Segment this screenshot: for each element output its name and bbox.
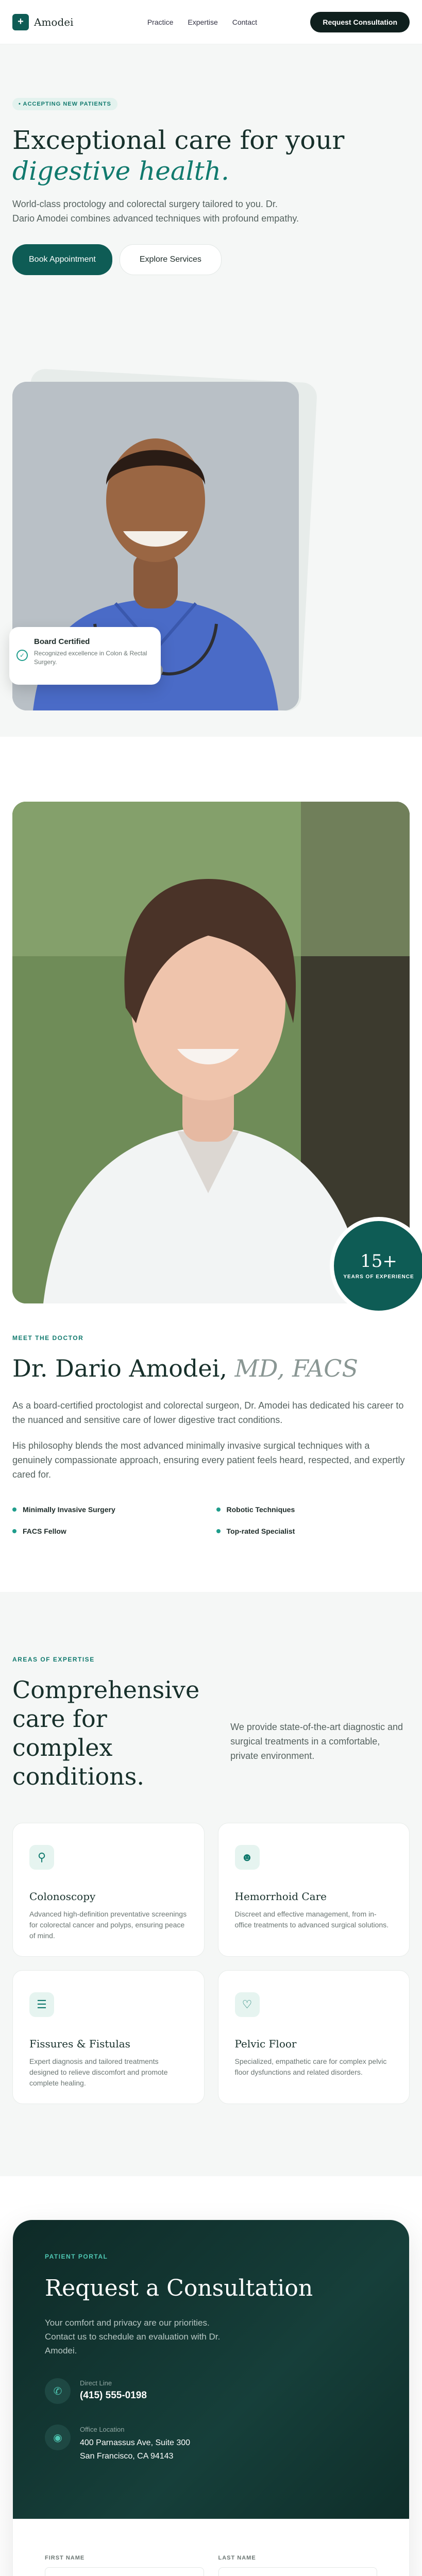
bullet-dot-icon <box>216 1529 221 1533</box>
direct-line-row <box>45 2378 377 2404</box>
hero-paragraph: World-class proctology and colorectal surgery tailored to you. Dr. Dario Amodei combines advanced techniques with profound empathy. <box>12 199 299 224</box>
bullet-dot-icon <box>12 1507 16 1512</box>
last-name-input[interactable] <box>218 2567 378 2576</box>
feature-label: Top-rated Specialist <box>226 1527 295 1535</box>
top-nav <box>0 0 422 44</box>
badge-subtitle: Recognized excellence in Colon & Rectal Surgery. <box>34 650 147 666</box>
expertise-description: We provide state-of-the-art diagnostic and surgical treatments in a comfortable, private environment. <box>230 1722 403 1761</box>
request-consultation-button[interactable]: Request Consultation <box>310 12 410 32</box>
years-label: YEARS OF EXPERIENCE <box>343 1274 414 1280</box>
nav-links <box>127 18 257 26</box>
doctor-name-text: Dr. Dario Amodei, <box>12 1354 227 1382</box>
heart-icon: ♡ <box>235 1992 260 2017</box>
consultation-card <box>12 2219 410 2576</box>
card-title: Colonoscopy <box>29 1890 96 1903</box>
last-name-label: LAST NAME <box>218 2555 256 2561</box>
doctor-features <box>12 1505 410 1535</box>
years-circle <box>330 1217 422 1315</box>
expertise-section <box>0 1592 422 2176</box>
direct-line-label: Direct Line <box>80 2379 112 2387</box>
search-icon: ⚲ <box>29 1845 54 1870</box>
patient-portal-eyebrow: PATIENT PORTAL <box>45 2253 108 2260</box>
hero-title <box>12 125 410 187</box>
direct-line-phone[interactable]: (415) 555-0198 <box>80 2390 147 2401</box>
feature-item <box>216 1505 410 1514</box>
user-icon: ☻ <box>235 1845 260 1870</box>
service-card-pelvic[interactable] <box>218 1970 410 2104</box>
years-number: 15+ <box>360 1251 397 1272</box>
card-title: Pelvic Floor <box>234 2038 297 2050</box>
card-description: Discreet and effective management, from in-office treatments to advanced surgical solutions. <box>234 1910 389 1929</box>
expertise-eyebrow: AREAS OF EXPERTISE <box>12 1656 95 1663</box>
feature-item <box>12 1505 206 1514</box>
office-location-label: Office Location <box>80 2426 125 2433</box>
doctor-name <box>12 1354 410 1383</box>
card-description: Specialized, empathetic care for complex pelvic floor dysfunctions and related disorders. <box>234 2057 387 2076</box>
feature-label: Minimally Invasive Surgery <box>23 1505 115 1514</box>
doctor-paragraph-1: As a board-certified proctologist and colorectal surgeon, Dr. Amodei has dedicated his career to the nuanced and sensitive care of lower digestive tract conditions. <box>12 1400 404 1425</box>
card-description: Expert diagnosis and tailored treatments designed to relieve discomfort and promote complete healing. <box>29 2057 168 2087</box>
explore-services-button[interactable]: Explore Services <box>120 244 222 275</box>
check-circle-icon: ✓ <box>16 650 28 661</box>
map-pin-icon: ◉ <box>45 2425 71 2450</box>
clipboard-icon: ☰ <box>29 1992 54 2017</box>
feature-label: FACS Fellow <box>23 1527 66 1535</box>
card-title: Fissures & Fistulas <box>29 2038 130 2050</box>
name-row <box>45 2555 377 2576</box>
consultation-info <box>13 2220 409 2519</box>
doctor-credentials: MD, FACS <box>234 1354 358 1382</box>
card-description: Advanced high-definition preventative screenings for colorectal cancer and polyps, ensuring peace of mind. <box>29 1910 187 1940</box>
feature-label: Robotic Techniques <box>226 1505 295 1514</box>
board-certified-card <box>9 627 161 685</box>
last-name-field <box>218 2555 378 2576</box>
service-card-fissures[interactable] <box>12 1970 205 2104</box>
brand[interactable] <box>12 14 73 30</box>
service-card-colonoscopy[interactable] <box>12 1823 205 1957</box>
first-name-field <box>45 2555 204 2576</box>
consultation-paragraph: Your comfort and privacy are our priorities. Contact us to schedule an evaluation with Dr. Amodei. <box>45 2318 221 2355</box>
hero-section <box>0 44 422 737</box>
brand-name: Amodei <box>34 15 74 28</box>
nav-link-expertise[interactable]: Expertise <box>188 18 218 26</box>
plus-logo-icon: + <box>12 14 29 30</box>
meet-doctor-eyebrow: MEET THE DOCTOR <box>12 1334 84 1342</box>
card-title: Hemorrhoid Care <box>234 1890 327 1903</box>
expertise-cards <box>12 1823 410 2104</box>
accepting-patients-pill: • ACCEPTING NEW PATIENTS <box>12 98 117 110</box>
meet-doctor-section <box>0 737 422 1592</box>
office-location-row <box>45 2425 377 2463</box>
office-address-line1: 400 Parnassus Ave, Suite 300 <box>80 2438 191 2447</box>
first-name-input[interactable] <box>45 2567 204 2576</box>
expertise-header <box>12 1675 410 1791</box>
nav-link-contact[interactable]: Contact <box>232 18 257 26</box>
badge-title: Board Certified <box>34 637 90 646</box>
hero-image-wrap <box>12 382 299 710</box>
hero-title-line2: digestive health. <box>12 156 229 186</box>
bullet-dot-icon <box>12 1529 16 1533</box>
expertise-title: Comprehensive care for complex conditions. <box>12 1676 200 1790</box>
phone-icon: ✆ <box>45 2378 71 2404</box>
feature-item <box>12 1527 206 1535</box>
first-name-label: FIRST NAME <box>45 2555 85 2561</box>
book-appointment-button[interactable]: Book Appointment <box>12 244 112 275</box>
consultation-title: Request a Consultation <box>45 2275 313 2301</box>
office-address-line2: San Francisco, CA 94143 <box>80 2452 174 2461</box>
consultation-form <box>13 2519 409 2576</box>
years-badge <box>330 1217 422 1315</box>
nav-link-practice[interactable]: Practice <box>147 18 174 26</box>
bullet-dot-icon <box>216 1507 221 1512</box>
service-card-hemorrhoid[interactable] <box>218 1823 410 1957</box>
hero-title-line1: Exceptional care for your <box>12 125 345 155</box>
hero-buttons <box>12 244 410 275</box>
feature-item <box>216 1527 410 1535</box>
doctor-paragraph-2: His philosophy blends the most advanced minimally invasive surgical techniques with a genuinely compassionate approach, ensuring every patient feels heard, respected, and expertly cared for. <box>12 1440 405 1480</box>
consultation-section <box>0 2176 422 2576</box>
